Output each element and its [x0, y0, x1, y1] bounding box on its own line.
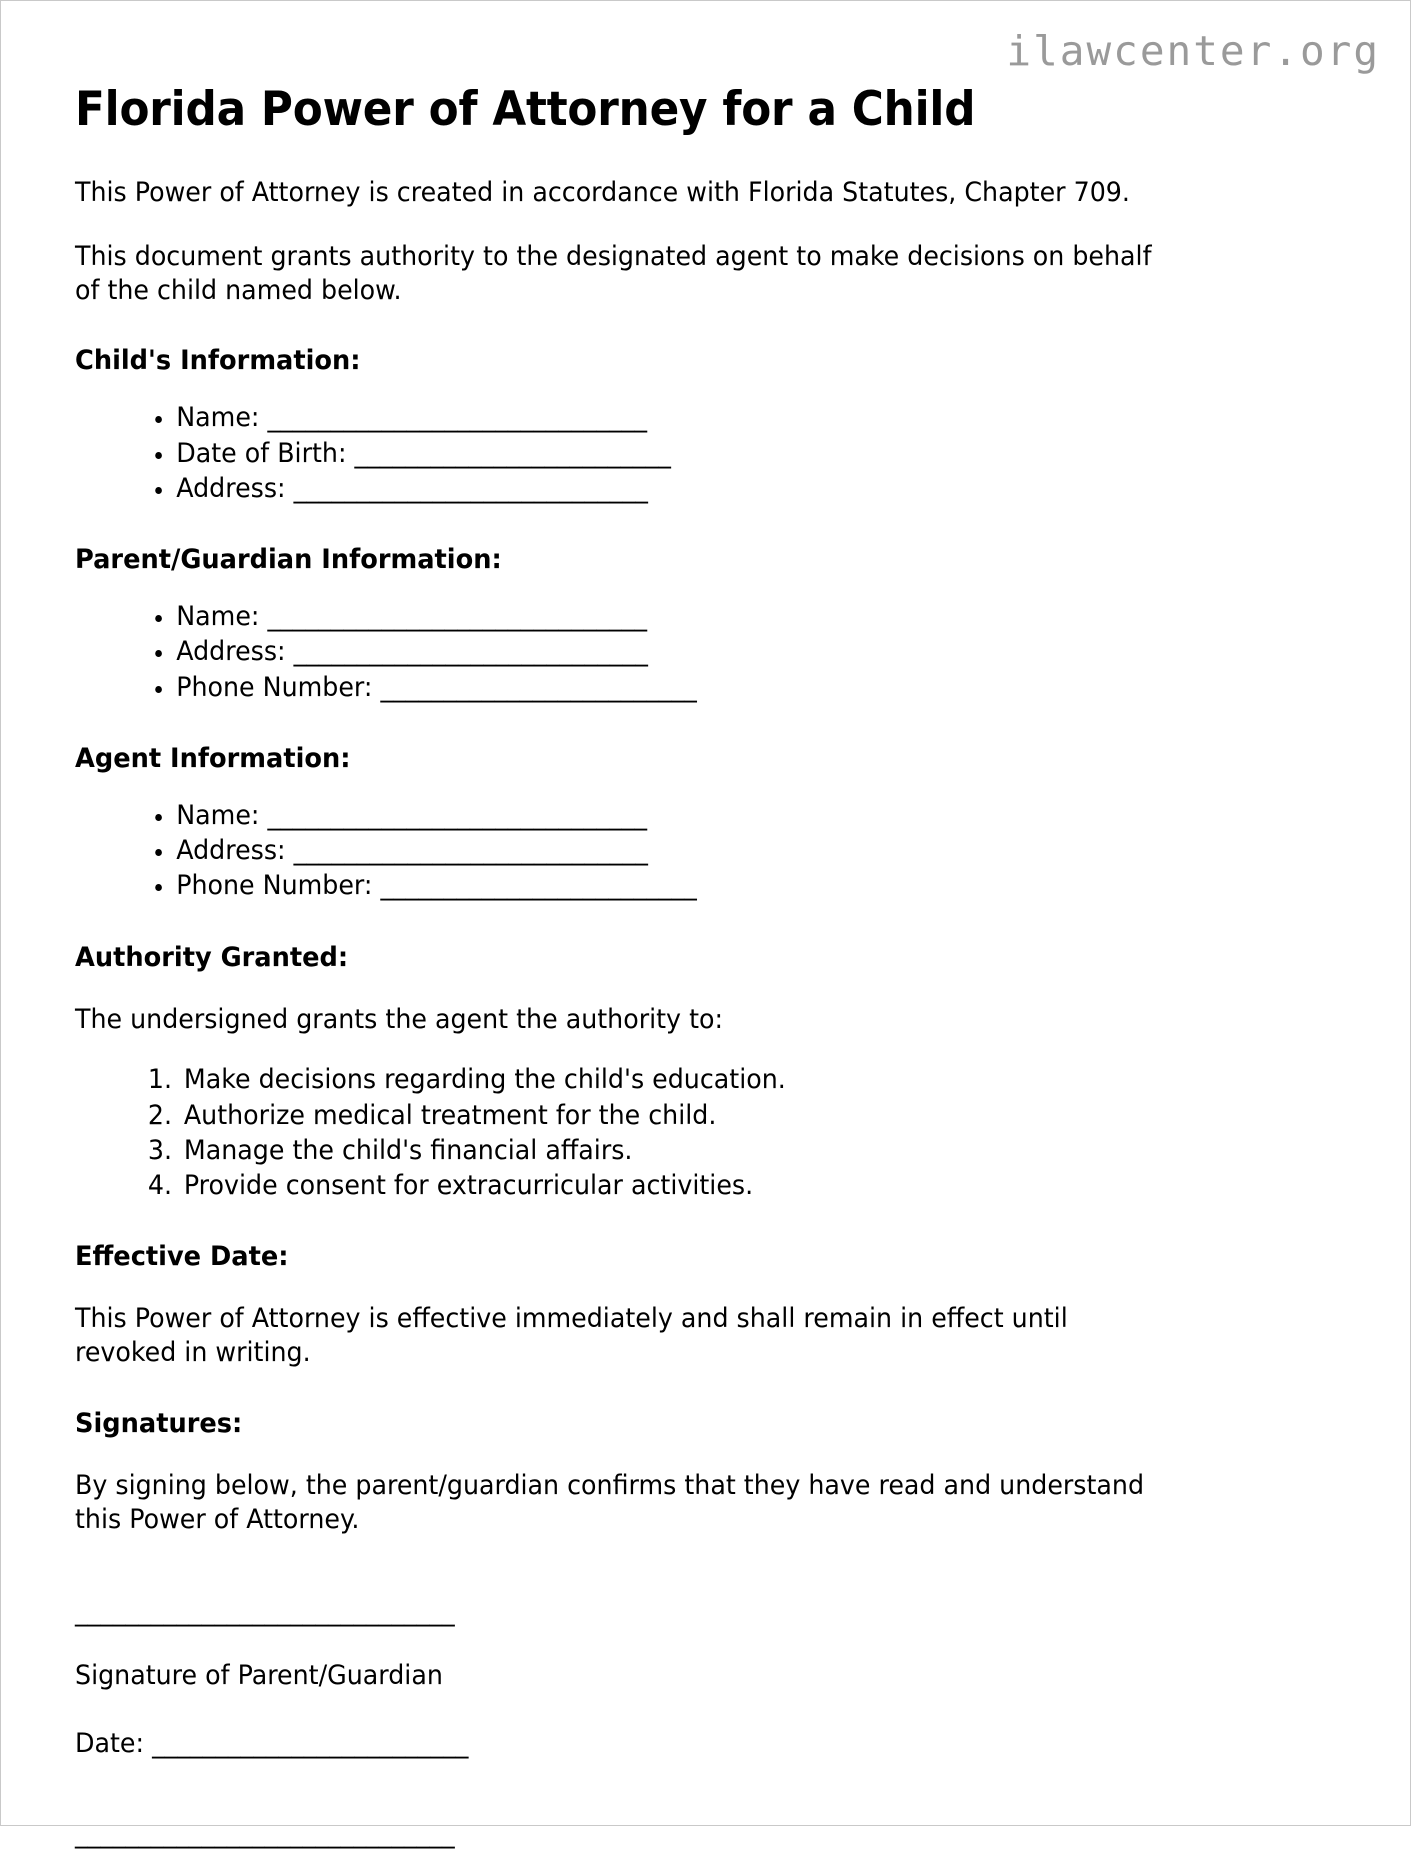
intro-paragraph-1: This Power of Attorney is created in accordance with Florida Statutes, Chapter 709.	[75, 176, 1130, 208]
site-watermark: ilawcenter.org	[1006, 27, 1380, 75]
intro-paragraph-2: This document grants authority to the designated agent to make decisions on behalf of the child named below.	[75, 240, 1152, 306]
list-item: 2. Authorize medical treatment for the child.	[180, 1098, 1281, 1133]
section-heading-effective-date: Effective Date:	[75, 1241, 289, 1273]
section-heading-authority-granted: Authority Granted:	[75, 941, 349, 973]
parent-guardian-information-fields	[75, 599, 1281, 705]
field-parent-phone-number	[174, 670, 1281, 705]
field-agent-name	[174, 798, 1281, 833]
field-blank-line[interactable]: _________________________	[380, 671, 697, 703]
page-title: Florida Power of Attorney for a Child	[75, 82, 976, 137]
signatures-body: By signing below, the parent/guardian confirms that they have read and understand this Power of Attorney.	[75, 1470, 1145, 1536]
list-item: 3. Manage the child's financial affairs.	[180, 1133, 1281, 1168]
field-label: Date:	[75, 1727, 153, 1759]
field-agent-phone-number	[174, 868, 1281, 903]
section-heading-agent-information: Agent Information:	[75, 742, 351, 774]
signature-line-parent-guardian[interactable]: ______________________________	[75, 1596, 455, 1628]
signature-line-secondary[interactable]: ______________________________	[75, 1817, 455, 1849]
field-label: Name:	[176, 402, 268, 434]
field-label: Phone Number:	[176, 870, 381, 902]
field-blank-line[interactable]: _________________________	[354, 437, 671, 469]
signature-label-parent-guardian: Signature of Parent/Guardian	[75, 1659, 443, 1691]
section-heading-parent-guardian-information: Parent/Guardian Information:	[75, 544, 502, 576]
field-agent-address	[174, 833, 1281, 868]
field-child-date-of-birth	[174, 436, 1281, 471]
field-parent-name	[174, 599, 1281, 634]
agent-information-fields	[75, 798, 1281, 904]
authority-powers-list	[75, 1062, 1281, 1203]
field-label: Address:	[176, 835, 294, 867]
field-blank-line[interactable]: ______________________________	[267, 601, 648, 633]
field-blank-line[interactable]: ____________________________	[293, 472, 648, 504]
field-label: Phone Number:	[176, 671, 381, 703]
field-blank-line[interactable]: ____________________________	[293, 835, 648, 867]
field-label: Name:	[176, 601, 268, 633]
document-content	[1, 1, 1410, 1851]
field-label: Name:	[176, 799, 268, 831]
effective-date-body: This Power of Attorney is effective immediately and shall remain in effect until revoked in writing.	[75, 1303, 1068, 1369]
field-blank-line[interactable]: _________________________	[380, 870, 697, 902]
field-parent-address	[174, 634, 1281, 669]
field-child-name	[174, 400, 1281, 435]
field-label: Address:	[176, 636, 294, 668]
field-child-address	[174, 471, 1281, 506]
field-blank-line[interactable]: ______________________________	[267, 799, 648, 831]
list-item: 1. Make decisions regarding the child's education.	[180, 1062, 1281, 1097]
child-information-fields	[75, 400, 1281, 506]
field-blank-line[interactable]: ____________________________	[293, 636, 648, 668]
authority-lead-in: The undersigned grants the agent the authority to:	[75, 1003, 724, 1035]
field-blank-line[interactable]: ______________________________	[267, 402, 648, 434]
field-label: Date of Birth:	[176, 437, 355, 469]
field-label: Address:	[176, 472, 294, 504]
field-blank-line[interactable]: _________________________	[152, 1727, 469, 1759]
section-heading-child-information: Child's Information:	[75, 345, 361, 377]
list-item: 4. Provide consent for extracurricular activities.	[180, 1168, 1281, 1203]
section-heading-signatures: Signatures:	[75, 1408, 243, 1440]
signature-date-field	[75, 1727, 1281, 1761]
